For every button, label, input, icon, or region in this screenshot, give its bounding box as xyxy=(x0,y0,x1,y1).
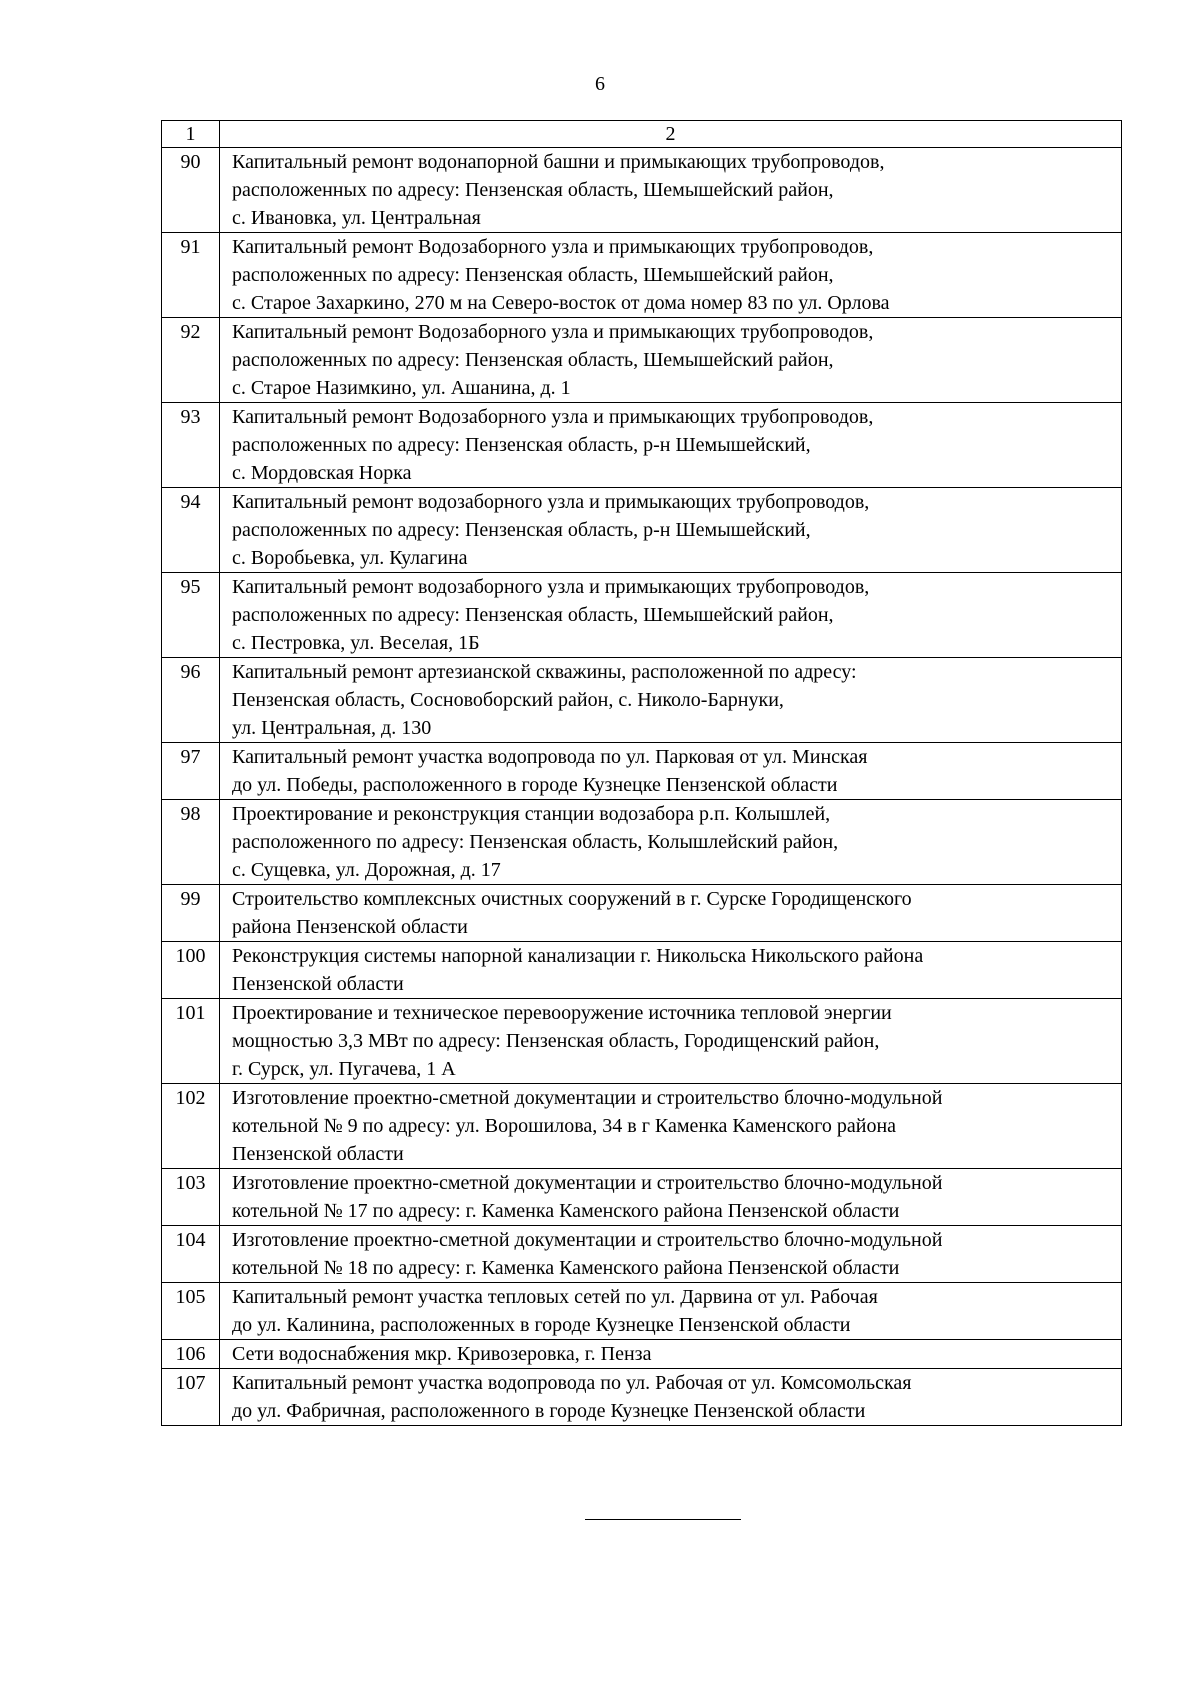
table-row xyxy=(162,1283,1122,1340)
description-line: Капитальный ремонт Водозаборного узла и примыкающих трубопроводов, xyxy=(232,321,874,343)
description-line: Капитальный ремонт водонапорной башни и примыкающих трубопроводов, xyxy=(232,151,885,173)
header-cell-description: 2 xyxy=(220,121,1122,148)
table-row xyxy=(162,1169,1122,1226)
row-number-cell: 98 xyxy=(162,800,220,885)
page-number: 6 xyxy=(595,73,605,95)
table-row xyxy=(162,999,1122,1084)
description-line: г. Сурск, ул. Пугачева, 1 А xyxy=(232,1058,456,1080)
row-description-cell xyxy=(220,318,1122,403)
row-number-cell: 102 xyxy=(162,1084,220,1169)
row-description-cell xyxy=(220,148,1122,233)
description-line: Проектирование и техническое перевооружение источника тепловой энергии xyxy=(232,1002,892,1024)
description-line: расположенных по адресу: Пензенская область, Шемышейский район, xyxy=(232,264,834,286)
description-line: Сети водоснабжения мкр. Кривозеровка, г. Пенза xyxy=(232,1343,652,1365)
row-number-cell: 95 xyxy=(162,573,220,658)
description-line: Капитальный ремонт участка водопровода по ул. Рабочая от ул. Комсомольская xyxy=(232,1372,912,1394)
table-row xyxy=(162,148,1122,233)
table-row xyxy=(162,488,1122,573)
row-number-cell: 97 xyxy=(162,743,220,800)
row-description-cell xyxy=(220,942,1122,999)
description-line: котельной № 18 по адресу: г. Каменка Каменского района Пензенской области xyxy=(232,1257,900,1279)
description-line: Капитальный ремонт Водозаборного узла и примыкающих трубопроводов, xyxy=(232,236,874,258)
table-row xyxy=(162,658,1122,743)
table-row xyxy=(162,1226,1122,1283)
description-line: Капитальный ремонт артезианской скважины, расположенной по адресу: xyxy=(232,661,857,683)
description-line: Изготовление проектно-сметной документации и строительство блочно-модульной xyxy=(232,1229,943,1251)
description-line: с. Мордовская Норка xyxy=(232,462,412,484)
row-number-cell: 101 xyxy=(162,999,220,1084)
row-description-cell xyxy=(220,743,1122,800)
row-number-cell: 93 xyxy=(162,403,220,488)
description-line: ул. Центральная, д. 130 xyxy=(232,717,432,739)
table-header-row xyxy=(162,121,1122,148)
row-description-cell xyxy=(220,1283,1122,1340)
table-row xyxy=(162,233,1122,318)
table-body xyxy=(162,121,1122,1426)
table-row xyxy=(162,743,1122,800)
table-row xyxy=(162,403,1122,488)
table-row xyxy=(162,942,1122,999)
description-line: расположенных по адресу: Пензенская область, р-н Шемышейский, xyxy=(232,519,811,541)
row-description-cell xyxy=(220,1340,1122,1369)
row-number-cell: 99 xyxy=(162,885,220,942)
row-number-cell: 100 xyxy=(162,942,220,999)
row-number-cell: 92 xyxy=(162,318,220,403)
end-of-document-rule xyxy=(585,1519,741,1520)
row-description-cell xyxy=(220,999,1122,1084)
description-line: котельной № 17 по адресу: г. Каменка Каменского района Пензенской области xyxy=(232,1200,900,1222)
row-number-cell: 103 xyxy=(162,1169,220,1226)
row-number-cell: 96 xyxy=(162,658,220,743)
row-description-cell xyxy=(220,573,1122,658)
description-line: расположенных по адресу: Пензенская область, Шемышейский район, xyxy=(232,349,834,371)
description-line: Капитальный ремонт водозаборного узла и примыкающих трубопроводов, xyxy=(232,576,870,598)
description-line: Пензенская область, Сосновоборский район, с. Николо-Барнуки, xyxy=(232,689,784,711)
row-description-cell xyxy=(220,800,1122,885)
description-line: с. Пестровка, ул. Веселая, 1Б xyxy=(232,632,480,654)
description-line: до ул. Калинина, расположенных в городе Кузнецке Пензенской области xyxy=(232,1314,851,1336)
description-line: расположенных по адресу: Пензенская область, Шемышейский район, xyxy=(232,179,834,201)
row-number-cell: 90 xyxy=(162,148,220,233)
row-description-cell xyxy=(220,885,1122,942)
row-description-cell xyxy=(220,403,1122,488)
row-number-cell: 104 xyxy=(162,1226,220,1283)
objects-table xyxy=(161,120,1122,1426)
description-line: расположенных по адресу: Пензенская область, р-н Шемышейский, xyxy=(232,434,811,456)
description-line: до ул. Победы, расположенного в городе Кузнецке Пензенской области xyxy=(232,774,838,796)
description-line: Реконструкция системы напорной канализации г. Никольска Никольского района xyxy=(232,945,924,967)
table-row xyxy=(162,573,1122,658)
table-row xyxy=(162,1084,1122,1169)
row-number-cell: 106 xyxy=(162,1340,220,1369)
row-description-cell xyxy=(220,233,1122,318)
description-line: Изготовление проектно-сметной документации и строительство блочно-модульной xyxy=(232,1172,943,1194)
row-number-cell: 91 xyxy=(162,233,220,318)
description-line: Капитальный ремонт Водозаборного узла и примыкающих трубопроводов, xyxy=(232,406,874,428)
description-line: района Пензенской области xyxy=(232,916,468,938)
description-line: Капитальный ремонт водозаборного узла и примыкающих трубопроводов, xyxy=(232,491,870,513)
description-line: Проектирование и реконструкция станции водозабора р.п. Колышлей, xyxy=(232,803,831,825)
description-line: Изготовление проектно-сметной документации и строительство блочно-модульной xyxy=(232,1087,943,1109)
description-line: с. Ивановка, ул. Центральная xyxy=(232,207,481,229)
description-line: Капитальный ремонт участка тепловых сетей по ул. Дарвина от ул. Рабочая xyxy=(232,1286,878,1308)
row-number-cell: 107 xyxy=(162,1369,220,1426)
description-line: Капитальный ремонт участка водопровода по ул. Парковая от ул. Минская xyxy=(232,746,868,768)
table-row xyxy=(162,800,1122,885)
description-line: Пензенской области xyxy=(232,1143,404,1165)
description-line: котельной № 9 по адресу: ул. Ворошилова, 34 в г Каменка Каменского района xyxy=(232,1115,897,1137)
row-description-cell xyxy=(220,1226,1122,1283)
description-line: с. Старое Захаркино, 270 м на Северо-восток от дома номер 83 по ул. Орлова xyxy=(232,292,890,314)
row-description-cell xyxy=(220,1169,1122,1226)
description-line: Пензенской области xyxy=(232,973,404,995)
row-number-cell: 105 xyxy=(162,1283,220,1340)
row-description-cell xyxy=(220,658,1122,743)
row-number-cell: 94 xyxy=(162,488,220,573)
description-line: с. Старое Назимкино, ул. Ашанина, д. 1 xyxy=(232,377,571,399)
description-line: расположенного по адресу: Пензенская область, Колышлейский район, xyxy=(232,831,839,853)
description-line: Строительство комплексных очистных сооружений в г. Сурске Городищенского xyxy=(232,888,912,910)
description-line: мощностью 3,3 МВт по адресу: Пензенская область, Городищенский район, xyxy=(232,1030,880,1052)
table-row xyxy=(162,1369,1122,1426)
description-line: расположенных по адресу: Пензенская область, Шемышейский район, xyxy=(232,604,834,626)
row-description-cell xyxy=(220,1369,1122,1426)
table-row xyxy=(162,885,1122,942)
row-description-cell xyxy=(220,488,1122,573)
description-line: с. Воробьевка, ул. Кулагина xyxy=(232,547,468,569)
header-cell-number: 1 xyxy=(162,121,220,148)
table-row xyxy=(162,1340,1122,1369)
table-row xyxy=(162,318,1122,403)
description-line: с. Сущевка, ул. Дорожная, д. 17 xyxy=(232,859,501,881)
description-line: до ул. Фабричная, расположенного в городе Кузнецке Пензенской области xyxy=(232,1400,866,1422)
row-description-cell xyxy=(220,1084,1122,1169)
